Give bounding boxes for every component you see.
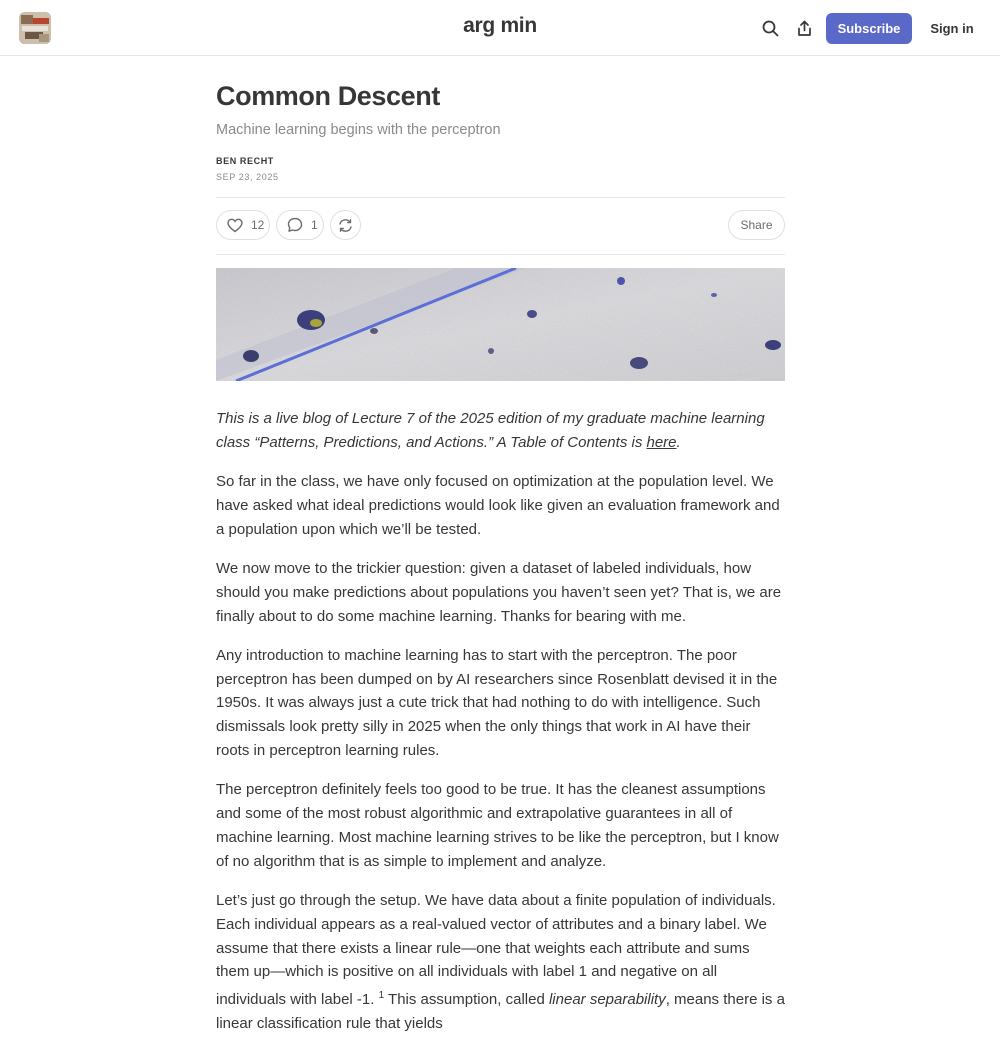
search-icon[interactable]	[758, 16, 782, 40]
like-count: 12	[251, 218, 265, 232]
byline	[216, 156, 785, 182]
top-bar	[0, 0, 1000, 56]
post-date: SEP 23, 2025	[216, 172, 279, 182]
subscribe-button[interactable]: Subscribe	[826, 13, 912, 44]
post-hero-image	[216, 268, 785, 381]
comment-count: 1	[311, 218, 318, 232]
body-paragraph-4: The perceptron definitely feels too good to be true. It has the cleanest assumptions and some of the most robust algorithmic and extrapolative guarantees in all of machine learning. Most machine learning strives to be like the perceptron, but I know of no algorithm that is as simple to implement and analyze.	[216, 781, 779, 870]
post-subtitle: Machine learning begins with the perceptron	[216, 122, 501, 138]
comment-icon	[287, 217, 303, 233]
author-name[interactable]: BEN RECHT	[216, 156, 274, 166]
share-icon[interactable]	[792, 16, 816, 40]
table-of-contents-link[interactable]: here	[646, 433, 677, 451]
intro-paragraph: This is a live blog of Lecture 7 of the 2025 edition of my graduate machine learning class “Patterns, Predictions, and Actions.” A Table of Contents is here.	[216, 410, 765, 451]
body-paragraph-3: Any introduction to machine learning has to start with the perceptron. The poor perceptron has been dumped on by AI researchers since Rosenblatt devised it in the 1950s. It was always just a cute trick that had nothing to do with intelligence. Such dismissals look pretty silly in 2025 when the only things that work in AI have their roots in perceptron learning rules.	[216, 646, 778, 760]
body-paragraph-5: Let’s just go through the setup. We have data about a finite population of individuals. Each individual appears as a real-valued vector of attributes and a binary label. We assume that there exists a linear rule—one that weights each attribute and sums them up—which is positive on all individuals with label 1 and negative on all individuals with label -1. $^1$ This assumption, called linear separability, means there is a linear classification rule that yields	[216, 892, 785, 1033]
body-paragraph-1: So far in the class, we have only focused on optimization at the population level. We have asked what ideal predictions would look like given an evaluation framework and a population upon which we’ll be tested.	[216, 473, 780, 538]
body-paragraph-2: We now move to the trickier question: given a dataset of labeled individuals, how should you make predictions about populations you haven’t seen yet? That is, we are finally about to do some machine learning. Thanks for bearing with me.	[216, 559, 782, 625]
like-button[interactable]	[216, 210, 270, 240]
heart-icon	[227, 218, 243, 233]
site-title[interactable]: arg min	[463, 14, 537, 37]
post-title: Common Descent	[216, 81, 440, 111]
restack-icon	[338, 218, 353, 233]
post-actions-bar	[216, 197, 785, 255]
restack-button[interactable]	[330, 210, 361, 240]
comment-button[interactable]	[276, 210, 324, 240]
share-button[interactable]: Share	[728, 210, 785, 240]
article	[216, 56, 785, 1051]
footnote-anchor[interactable]: 1	[378, 990, 385, 1002]
sign-in-button[interactable]: Sign in	[930, 21, 974, 36]
term-linear-separability: linear separability	[548, 991, 666, 1009]
post-body	[216, 407, 785, 1036]
